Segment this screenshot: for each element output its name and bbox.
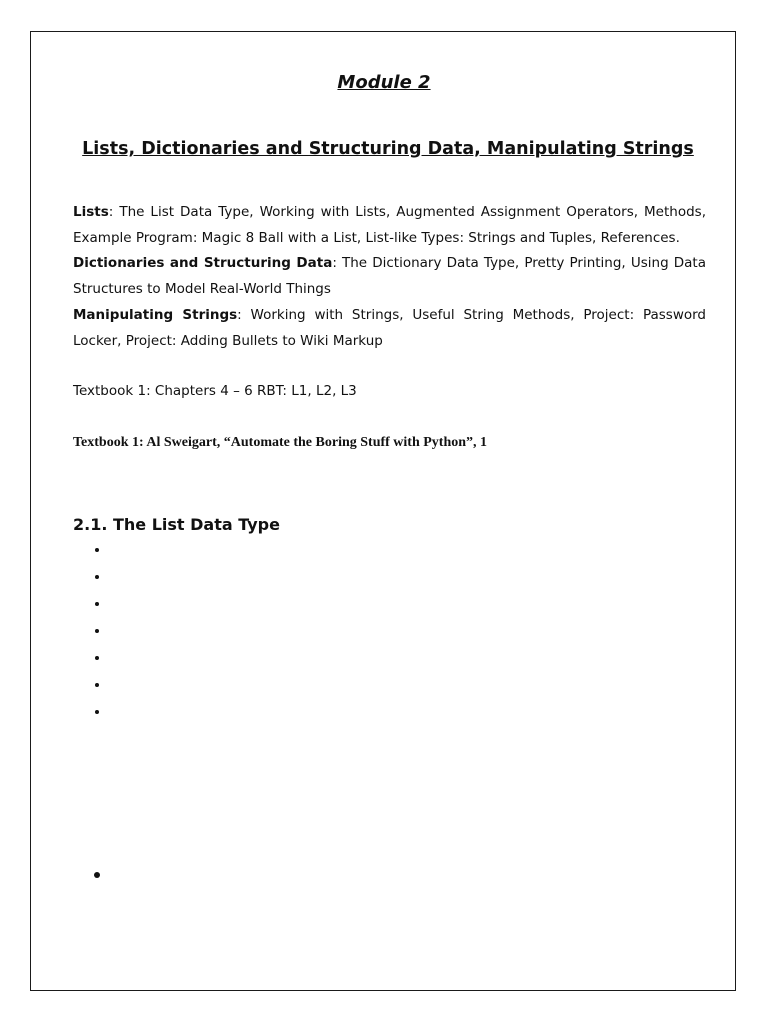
textbook-reference: Textbook 1: Al Sweigart, “Automate the Boring Stuff with Python”, 1 xyxy=(73,435,488,450)
bullet-icon xyxy=(93,573,103,583)
bullet-icon xyxy=(93,654,103,664)
syllabus-lists-term: Lists xyxy=(73,204,109,220)
bullet-icon xyxy=(93,708,103,718)
bullet-icon xyxy=(93,600,103,610)
syllabus-strings-text: : Working with Strings, Useful String Methods, Project: Password Locker, Project: Adding Bullets to Wiki Markup xyxy=(73,306,707,349)
syllabus-block xyxy=(73,200,706,354)
syllabus-strings xyxy=(73,303,706,354)
module-title: Module 2 xyxy=(337,72,431,93)
syllabus-strings-term: Manipulating Strings xyxy=(73,306,238,323)
bullet-icon xyxy=(93,681,103,691)
syllabus-dictionaries-term: Dictionaries and Structuring Data xyxy=(73,255,333,272)
bullet-icon xyxy=(93,871,103,881)
syllabus-lists-text: : The List Data Type, Working with Lists, Augmented Assignment Operators, Methods, Example Program: Magic 8 Ball with a List, List-like Types: Strings and Tuples, References. xyxy=(73,204,706,246)
page-border xyxy=(30,31,736,991)
bullet-icon xyxy=(93,627,103,637)
section-heading: 2.1. The List Data Type xyxy=(73,515,280,534)
syllabus-dictionaries xyxy=(73,251,706,302)
bullet-icon xyxy=(93,546,103,556)
textbook-chapters: Textbook 1: Chapters 4 – 6 RBT: L1, L2, L3 xyxy=(73,383,357,399)
syllabus-lists xyxy=(73,200,706,251)
syllabus-dictionaries-text: : The Dictionary Data Type, Pretty Printing, Using Data Structures to Model Real-World Things xyxy=(73,255,706,298)
module-subtitle: Lists, Dictionaries and Structuring Data, Manipulating Strings xyxy=(82,139,694,159)
